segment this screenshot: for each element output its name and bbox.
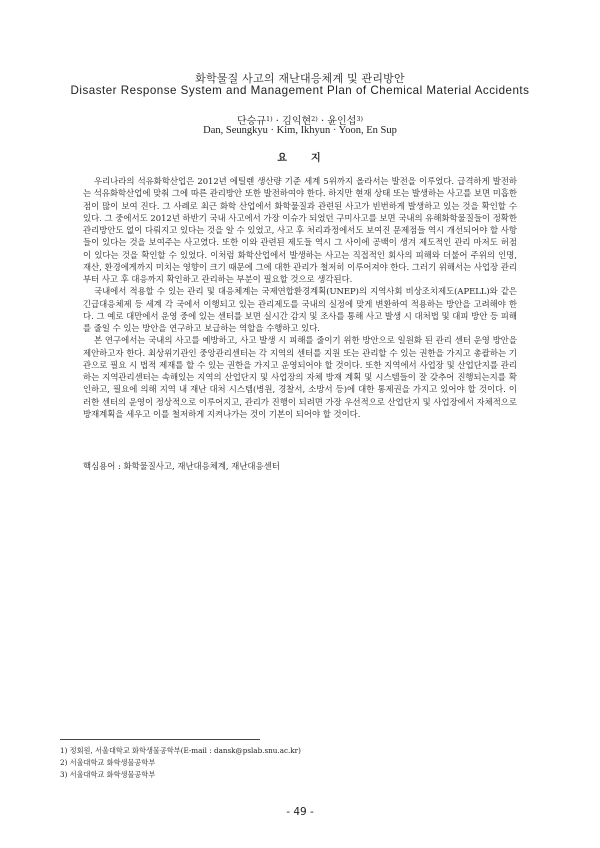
author-separator: · — [321, 116, 325, 127]
author-name: 단승규 — [236, 116, 266, 127]
footnote: 2) 서울대학교 화학생물공학부 — [60, 758, 156, 767]
author-name: 김익현 — [282, 116, 312, 127]
authors-english: Dan, Seungkyu · Kim, Ikhyun · Yoon, En Sup — [203, 125, 397, 136]
abstract-body — [83, 175, 517, 420]
abstract-heading — [0, 149, 600, 164]
author-name: 윤인섭 — [327, 116, 357, 127]
footnote: 3) 서울대학교 화학생물공학부 — [60, 770, 156, 779]
abstract-paragraph: 본 연구에서는 국내의 사고를 예방하고, 사고 발생 시 피해를 줄이기 위한 방안으로 일원화 된 관리 센터 운영 방안을 제안하고자 한다. 최상위기관인 중앙관리센터는 각 지역의 센터를 지원 또는 관리할 수 있는 권한을 가지고 총괄하는 기관으로 필요 시 법적 제재를 할 수 있는 권한을 가지고 운영되어야 할 것이다. 또한 지역에서 사업장 및 산업단지를 관리하는 지역관리센터는 속해있는 지역의 산업단지 및 사업장의 자체 방재 계획 및 시스템들이 잘 갖추어 진행되는지를 확인하고, 필요에 의해 지역 내 재난 대처 시스템(병원, 경찰서, 소방서 등)에 대한 통제권을 가지고 있어야 할 것이다. 이러한 센터의 운영이 정상적으로 이루어지고, 관리가 진행이 되려면 가장 우선적으로 산업단지 및 사업장에서 자체적으로 방재계획을 세우고 이를 철저하게 지켜나가는 것이 기본이 되어야 할 것이다. — [83, 335, 517, 419]
footnotes — [60, 745, 540, 781]
paper-title-korean: 화학물질 사고의 재난대응체계 및 관리방안 — [195, 72, 405, 85]
paper-title-english: Disaster Response System and Management Plan of Chemical Material Accidents — [70, 84, 530, 97]
abstract-heading-char: 요 — [277, 153, 289, 164]
abstract-heading-char: 지 — [311, 153, 323, 164]
author-footnote-mark: 1) — [265, 115, 273, 123]
abstract-paragraph: 우리나라의 석유화학산업은 2012년 에틸렌 생산량 기준 세계 5위까지 올라서는 발전을 이루었다. 급격하게 발전하는 석유화학산업에 맞춰 그에 따른 관리방안 또한 발전하여야 한다. 하지만 현재 상태 또는 발생하는 사고를 보면 미흡한 점이 많이 보여 진다. 그 사례로 최근 화학 산업에서 화학물질과 관련된 사고가 빈번하게 발생하고 있는 것을 확인할 수 있다. 그 중에서도 2012년 하반기 국내 사고에서 가장 이슈가 되었던 구미사고를 보면 국내의 유해화학물질들이 정확한 관리방안도 없이 다뤄지고 있다는 것을 알 수 있었고, 사고 후 처리과정에서도 보여진 문제점들 역시 개선되어야 할 사항들이 있다는 것을 보여주는 사고였다. 또한 이와 관련된 제도들 역시 그 사이에 공백이 생겨 제도적인 관리 마저도 허점이 있다는 것을 확인할 수 있었다. 이처럼 화학산업에서 발생하는 사고는 직접적인 회사의 피해와 더불어 주위의 인명, 재산, 환경에게까지 미치는 영향이 크기 때문에 그에 대한 관리가 철저히 이루어져야 한다. 그러기 위해서는 사업장 관리부터 사고 후 대응까지 확인하고 관리하는 부분이 필요할 것으로 생각된다. — [83, 176, 517, 284]
page-number: - 49 - — [286, 806, 314, 818]
footnote: 1) 정회원, 서울대학교 화학생물공학부(E-mail : dansk@pslab.snu.ac.kr) — [60, 746, 301, 755]
keywords: 핵심용어 : 화학물질사고, 재난대응체계, 재난대응센터 — [83, 461, 280, 471]
footnote-divider — [60, 739, 260, 740]
abstract-paragraph: 국내에서 적용할 수 있는 관리 및 대응체계는 국제연합환경계획(UNEP)의 지역사회 비상조치제도(APELL)와 같은 긴급대응체제 등 세계 각 국에서 이행되고 있는 관리제도를 국내의 실정에 맞게 변환하여 적용하는 방안을 고려해야 한다. 그 예로 대만에서 운영 중에 있는 센터를 보면 실시간 감지 및 조사를 통해 사고 발생 시 대처법 및 대피 방안 등 피해를 줄일 수 있는 방안을 연구하고 보급하는 역할을 수행하고 있다. — [83, 286, 517, 333]
author-footnote-mark: 2) — [311, 115, 318, 123]
author-footnote-mark: 3) — [356, 115, 364, 123]
author-separator: · — [275, 116, 279, 127]
